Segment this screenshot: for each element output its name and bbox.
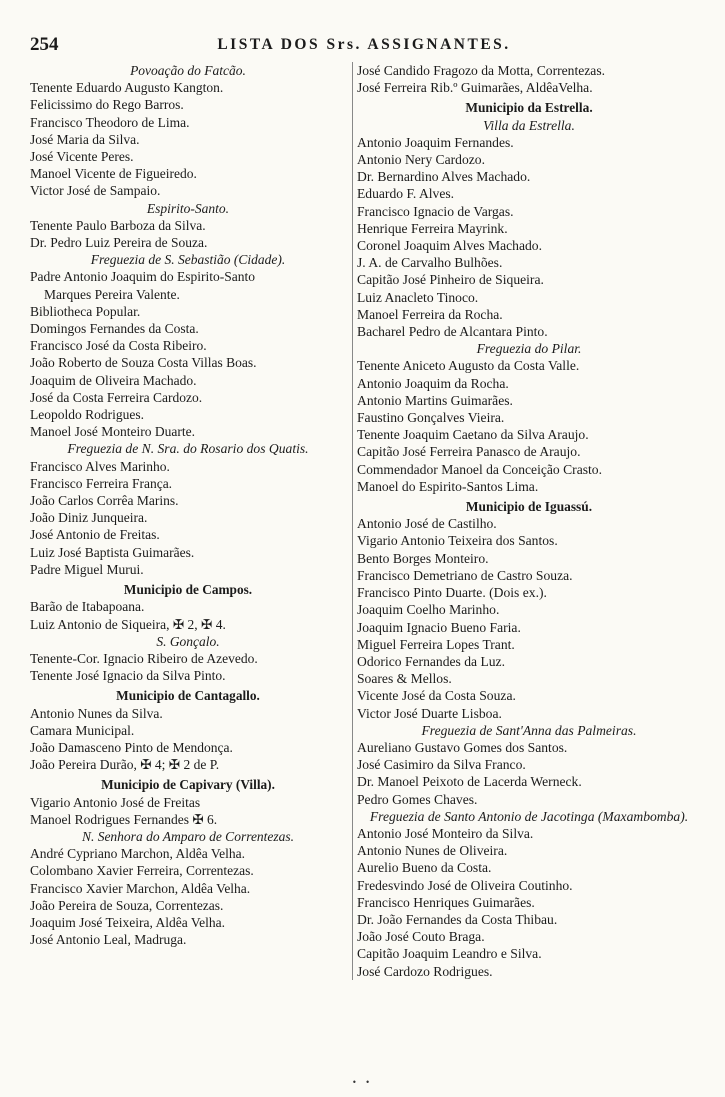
parish-heading: Povoação do Fatcão.	[130, 63, 246, 78]
subscriber-entry: Capitão José Ferreira Panasco de Araujo.	[357, 444, 581, 460]
subscriber-entry: Fredesvindo José de Oliveira Coutinho.	[357, 877, 573, 893]
subscriber-entry: Victor José Duarte Lisboa.	[357, 705, 502, 721]
subscriber-entry: André Cypriano Marchon, Aldêa Velha.	[30, 846, 245, 862]
subscriber-entry: Coronel Joaquim Alves Machado.	[357, 238, 542, 254]
subscriber-entry: Manoel Vicente de Figueiredo.	[30, 166, 197, 182]
subscriber-entry: Manoel Ferreira da Rocha.	[357, 306, 503, 322]
subscriber-entry: Dr. Manoel Peixoto de Lacerda Werneck.	[357, 774, 582, 790]
subscriber-entry: Tenente Paulo Barboza da Silva.	[30, 217, 206, 233]
page-title: LISTA DOS Srs. ASSIGNANTES.	[217, 36, 511, 53]
municipality-heading: Municipio de Capivary (Villa).	[101, 777, 275, 793]
subscriber-entry: Manoel Rodrigues Fernandes ✠ 6.	[30, 811, 218, 827]
subscriber-entry: Vigario Antonio José de Freitas	[30, 794, 201, 810]
subscriber-entry: Francisco Alves Marinho.	[30, 458, 170, 474]
subscriber-entry: Antonio Joaquim Fernandes.	[357, 134, 514, 150]
subscriber-entry: João José Couto Braga.	[357, 929, 485, 945]
subscriber-entry: Tenente Aniceto Augusto da Costa Valle.	[357, 358, 580, 374]
subscriber-entry: Vigario Antonio Teixeira dos Santos.	[357, 533, 558, 549]
subscriber-entry: Joaquim Ignacio Bueno Faria.	[357, 619, 521, 635]
page-number: 254	[30, 34, 59, 55]
parish-heading: Freguezia de Sant'Anna das Palmeiras.	[421, 722, 637, 738]
subscriber-entry: Soares & Mellos.	[357, 671, 452, 687]
parish-heading: S. Gonçalo.	[156, 633, 220, 649]
page-header	[30, 34, 698, 54]
subscriber-entry: José Cardozo Rodrigues.	[357, 963, 493, 979]
subscriber-entry: Victor José de Sampaio.	[30, 183, 161, 199]
subscriber-entry: Pedro Gomes Chaves.	[357, 791, 478, 807]
subscriber-entry: Barão de Itabapoana.	[30, 599, 145, 615]
subscriber-entry: Francisco Xavier Marchon, Aldêa Velha.	[30, 880, 251, 896]
subscriber-entry: João Roberto de Souza Costa Villas Boas.	[30, 355, 257, 371]
subscriber-entry: José Antonio Leal, Madruga.	[30, 932, 187, 948]
subscriber-entry: Joaquim de Oliveira Machado.	[30, 372, 197, 388]
subscriber-entry: Colombano Xavier Ferreira, Correntezas.	[30, 863, 254, 879]
subscriber-entry: Capitão Joaquim Leandro e Silva.	[357, 946, 542, 962]
subscriber-entry: Antonio Martins Guimarães.	[357, 392, 513, 408]
subscriber-entry: José Vicente Peres.	[30, 149, 134, 165]
subscriber-entry: Luiz Antonio de Siqueira, ✠ 2, ✠ 4.	[30, 616, 226, 632]
left-column	[30, 62, 346, 948]
subscriber-entry: Antonio Nunes de Oliveira.	[357, 843, 508, 859]
subscriber-entry: Joaquim Coelho Marinho.	[357, 602, 500, 618]
right-column	[352, 62, 701, 980]
subscriber-entry: Tenente Joaquim Caetano da Silva Araujo.	[357, 427, 589, 443]
subscriber-entry: Aurelio Bueno da Costa.	[357, 860, 492, 876]
parish-heading: Freguezia de N. Sra. do Rosario dos Quatis.	[67, 441, 309, 457]
municipality-heading: Municipio de Cantagallo.	[116, 688, 260, 704]
subscriber-entry: João Pereira Durão, ✠ 4; ✠ 2 de P.	[30, 757, 220, 773]
subscriber-entry: João Diniz Junqueira.	[30, 510, 148, 526]
parish-heading: N. Senhora do Amparo de Correntezas.	[81, 828, 295, 844]
subscriber-entry: Dr. João Fernandes da Costa Thibau.	[357, 911, 558, 927]
subscriber-entry-continuation: Marques Pereira Valente.	[44, 286, 180, 302]
subscriber-entry: Miguel Ferreira Lopes Trant.	[357, 636, 515, 652]
subscriber-entry: Odorico Fernandes da Luz.	[357, 653, 505, 669]
municipality-heading: Municipio da Estrella.	[465, 100, 593, 116]
subscriber-entry: Faustino Gonçalves Vieira.	[357, 410, 505, 426]
subscriber-entry: Francisco Pinto Duarte. (Dois ex.).	[357, 585, 547, 601]
subscriber-entry: Francisco Demetriano de Castro Souza.	[357, 567, 573, 583]
subscriber-entry: Vicente José da Costa Souza.	[357, 688, 516, 704]
subscriber-entry: Francisco Ferreira França.	[30, 475, 173, 491]
subscriber-entry: Bibliotheca Popular.	[30, 303, 141, 319]
parish-heading: Freguezia de Santo Antonio de Jacotinga (Maxambomba).	[369, 808, 689, 824]
subscriber-entry: Francisco Theodoro de Lima.	[30, 114, 190, 130]
subscriber-entry: Francisco Henriques Guimarães.	[357, 894, 535, 910]
subscriber-entry: Antonio José de Castilho.	[357, 516, 497, 532]
subscriber-entry: Antonio Nery Cardozo.	[357, 152, 485, 168]
subscriber-entry: Eduardo F. Alves.	[357, 186, 455, 202]
subscriber-entry: Manoel do Espirito-Santos Lima.	[357, 478, 539, 494]
subscriber-entry: Dr. Bernardino Alves Machado.	[357, 169, 531, 185]
subscriber-entry: Bento Borges Monteiro.	[357, 550, 489, 566]
subscriber-entry: José Maria da Silva.	[30, 131, 140, 147]
subscriber-entry: Antonio Joaquim da Rocha.	[357, 375, 509, 391]
subscriber-entry: Henrique Ferreira Mayrink.	[357, 220, 508, 236]
subscriber-entry: Tenente Eduardo Augusto Kangton.	[30, 80, 224, 96]
subscriber-entry: Luiz José Baptista Guimarães.	[30, 544, 195, 560]
parish-heading: Freguezia de S. Sebastião (Cidade).	[90, 252, 286, 268]
parish-heading: Villa da Estrella.	[483, 117, 575, 133]
subscriber-entry: J. A. de Carvalho Bulhões.	[357, 255, 503, 271]
subscriber-entry: Tenente-Cor. Ignacio Ribeiro de Azevedo.	[30, 650, 258, 666]
subscriber-entry: Domingos Fernandes da Costa.	[30, 321, 199, 337]
subscriber-entry: Luiz Anacleto Tinoco.	[357, 289, 479, 305]
page-footer: • •	[352, 1078, 373, 1087]
subscriber-entry: Padre Antonio Joaquim do Espirito-Santo	[30, 269, 255, 285]
subscriber-entry: Bacharel Pedro de Alcantara Pinto.	[357, 324, 548, 340]
subscriber-entry: Felicissimo do Rego Barros.	[30, 97, 184, 113]
subscriber-entry: Aureliano Gustavo Gomes dos Santos.	[357, 739, 568, 755]
subscriber-entry: Francisco Ignacio de Vargas.	[357, 203, 514, 219]
municipality-heading: Municipio de Campos.	[123, 582, 253, 598]
parish-heading: Espirito-Santo.	[146, 200, 230, 216]
subscriber-entry: Joaquim José Teixeira, Aldêa Velha.	[30, 914, 226, 930]
subscriber-entry: Dr. Pedro Luiz Pereira de Souza.	[30, 235, 208, 251]
subscriber-entry: Padre Miguel Murui.	[30, 561, 144, 577]
subscriber-entry: João Pereira de Souza, Correntezas.	[30, 897, 224, 913]
subscriber-entry: João Carlos Corrêa Marins.	[30, 493, 179, 509]
subscriber-entry: José Ferreira Rib.º Guimarães, AldêaVelha.	[357, 80, 593, 96]
subscriber-entry: José Antonio de Freitas.	[30, 527, 160, 543]
subscriber-entry: Antonio José Monteiro da Silva.	[357, 825, 534, 841]
subscriber-entry: Commendador Manoel da Conceição Crasto.	[357, 461, 602, 477]
subscriber-entry: José da Costa Ferreira Cardozo.	[30, 389, 203, 405]
subscriber-entry: Capitão José Pinheiro de Siqueira.	[357, 272, 544, 288]
subscriber-entry: José Casimiro da Silva Franco.	[357, 757, 526, 773]
subscriber-entry: Leopoldo Rodrigues.	[30, 407, 144, 423]
municipality-heading: Municipio de Iguassú.	[465, 499, 593, 515]
subscriber-entry: José Candido Fragozo da Motta, Correntezas.	[357, 63, 606, 78]
parish-heading: Freguezia do Pilar.	[476, 341, 582, 357]
subscriber-entry: Francisco José da Costa Ribeiro.	[30, 338, 207, 354]
subscriber-entry: Manoel José Monteiro Duarte.	[30, 424, 195, 440]
subscriber-entry: João Damasceno Pinto de Mendonça.	[30, 739, 233, 755]
subscriber-entry: Camara Municipal.	[30, 722, 135, 738]
subscriber-entry: Antonio Nunes da Silva.	[30, 705, 163, 721]
subscriber-entry: Tenente José Ignacio da Silva Pinto.	[30, 668, 226, 684]
